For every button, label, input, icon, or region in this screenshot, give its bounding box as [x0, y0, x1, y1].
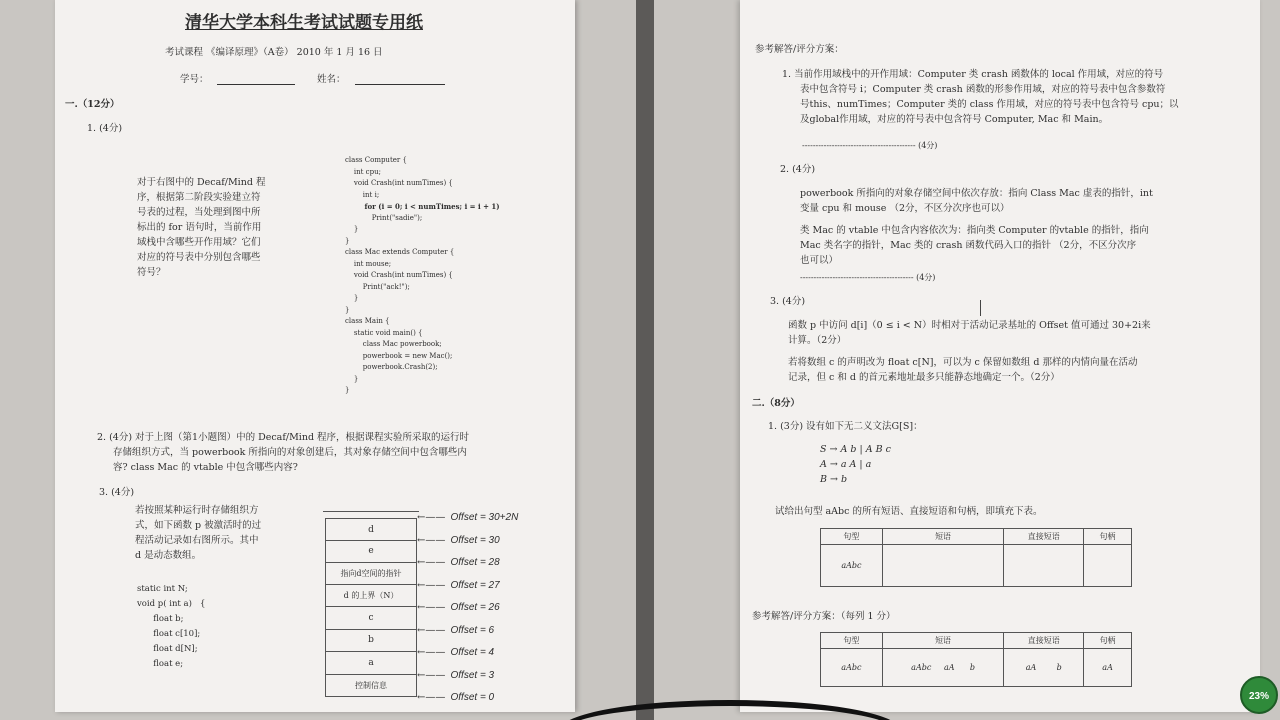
table-cell: [1004, 545, 1084, 587]
grammar-rule: B → b: [820, 474, 848, 485]
section-2-task: 试给出句型 aAbc 的所有短语、直接短语和句柄，即填充下表。: [775, 506, 1043, 517]
offset-row: [417, 595, 518, 618]
arrow-left-icon: ←——: [417, 579, 446, 591]
q3-text: [135, 503, 261, 563]
answer-2-score: ------------------------------------------ (4分): [800, 273, 936, 282]
q1-line: 对应的符号表中分别包含哪些: [137, 252, 261, 263]
table-header: 句型: [821, 633, 883, 649]
q1-line: 标出的 for 语句时，当前作用: [137, 222, 262, 233]
answer-line: 号this、numTimes；Computer 类的 class 作用域，对应的符号表中包含符号 cpu；以: [800, 99, 1179, 110]
q3-label: 3. (4分): [99, 487, 135, 498]
section-1-title: 一.（12分）: [65, 99, 120, 110]
code-line: float e;: [137, 659, 184, 669]
offset-label: Offset = 30+2N: [450, 512, 519, 523]
offset-row: [417, 528, 518, 551]
stack-cell: c: [325, 607, 417, 630]
page-gap-divider: [636, 0, 654, 720]
progress-badge[interactable]: 23%: [1240, 676, 1278, 714]
code-line: void p( int a) {: [137, 599, 206, 609]
offset-label: Offset = 27: [450, 579, 500, 591]
offset-row: [417, 640, 518, 663]
offset-row: [417, 618, 518, 641]
answer-line: 表中包含符号 i；Computer 类 crash 函数的形参作用域，对应的符号表中包含参数符: [800, 84, 1166, 95]
table-header: 句型: [821, 529, 883, 545]
table-cell: aA b: [1004, 649, 1084, 687]
arrow-left-icon: ←——: [417, 602, 446, 613]
answer-line: 记录，但 c 和 d 的首元素地址最多只能静态地确定一个。（2分）: [788, 372, 1060, 383]
reference-title: 参考解答/评分方案：: [755, 44, 844, 55]
answer-1: [782, 67, 1179, 127]
answer-line: 也可以）: [800, 255, 839, 266]
exam-page-right: [740, 0, 1260, 712]
stack-cell: 指向d空间的指针: [325, 563, 417, 585]
offset-labels: [417, 505, 518, 708]
q1-line: 号表的过程，当处理到图中所: [137, 207, 261, 218]
answer-1-score: ------------------------------------------ (4分): [802, 141, 938, 150]
section-2-title: 二.（8分）: [752, 398, 800, 409]
table-header: 句柄: [1084, 633, 1132, 649]
grammar-rule: A → a A | a: [820, 459, 872, 470]
code-line: powerbook = new Mac();: [345, 351, 453, 360]
table-cell: aA: [1084, 649, 1132, 687]
table-header-row: [821, 633, 1132, 649]
table-row: [821, 649, 1132, 687]
table-cell: aAbc aA b: [882, 649, 1004, 687]
answer-line: 类 Mac 的 vtable 中包含内容依次为：指向类 Computer 的vtable 的指针，指向: [800, 225, 1149, 236]
q2-text: [97, 430, 469, 475]
answer-line: 变量 cpu 和 mouse （2分，不区分次序也可以）: [800, 203, 1010, 214]
offset-label: Offset = 6: [450, 624, 495, 636]
q3-line: 式，如下函数 p 被激活时的过: [135, 520, 262, 531]
student-id-blank: [217, 84, 295, 85]
table-header-row: [821, 529, 1132, 545]
section-2-q1: 1. (3分) 设有如下无二义文法G[S]：: [768, 421, 923, 432]
code-line: int mouse;: [345, 259, 392, 268]
code-line: }: [345, 236, 350, 245]
stack-cell: 控制信息: [325, 675, 417, 697]
answer-table: [820, 632, 1132, 687]
table-cell: aAbc: [821, 649, 883, 687]
name-blank: [355, 84, 445, 85]
q3-line: 程活动记录如右图所示。其中: [135, 535, 259, 546]
offset-row: [417, 685, 518, 708]
offset-label: Offset = 26: [450, 602, 500, 613]
answer-2b: [800, 223, 1149, 268]
offset-label: Offset = 30: [450, 534, 500, 546]
code-line: int i;: [345, 190, 380, 199]
answer-2-label: 2. (4分): [780, 164, 816, 175]
grammar-rule: S → A b | A B c: [820, 444, 891, 455]
code-line: }: [345, 294, 359, 302]
answer-line: 及global作用域，对应的符号表中包含符号 Computer, Mac 和 Main。: [800, 114, 1109, 125]
student-id-label: 学号：: [180, 74, 209, 85]
text-cursor-icon: [980, 300, 982, 316]
activation-record-stack: [325, 518, 417, 697]
stack-top-line: [323, 511, 419, 512]
offset-row: [417, 573, 518, 596]
exam-header: 考试课程 《编译原理》（A卷） 2010 年 1 月 16 日: [165, 47, 383, 58]
q1-line: 对于右图中的 Decaf/Mind 程: [137, 177, 266, 188]
table-cell: [1084, 545, 1132, 587]
arrow-left-icon: ←——: [417, 692, 446, 703]
table-header: 直接短语: [1004, 529, 1084, 545]
q1-line: 符号？: [137, 267, 166, 278]
offset-row: [417, 550, 518, 573]
answer-line: 若将数组 c 的声明改为 float c[N]，可以为 c 保留如数组 d 那样的内情向量在活动: [788, 357, 1138, 368]
table-row: [821, 545, 1132, 587]
q1-line: 域栈中含哪些开作用域？它们: [137, 237, 261, 248]
stack-cell: d 的上界（N）: [325, 585, 417, 607]
table-header: 短语: [882, 633, 1004, 649]
answer-line: Mac 类名字的指针，Mac 类的 crash 函数代码入口的指针 （2分，不区分次序: [800, 240, 1137, 251]
code-line: Print("ack!");: [345, 282, 410, 291]
q1-text: [137, 175, 265, 280]
q1-label: 1. (4分): [87, 123, 123, 134]
answer-line: 计算。（2分）: [788, 335, 847, 346]
q3-code: [137, 582, 205, 672]
exam-page-left: [55, 0, 575, 712]
offset-label: Offset = 3: [450, 669, 495, 681]
code-line: class Mac extends Computer {: [345, 248, 455, 256]
arrow-left-icon: ←——: [417, 557, 446, 568]
answer-line: 函数 p 中访问 d[i]（0 ≤ i < N）时相对于活动记录基址的 Offset 值可通过 30+2i来: [788, 320, 1151, 331]
table-cell: [882, 545, 1003, 587]
arrow-left-icon: ←——: [417, 624, 446, 636]
code-line: }: [345, 386, 350, 394]
code-line: int cpu;: [345, 167, 381, 176]
q1-line: 序，根据第二阶段实验建立符: [137, 192, 261, 203]
table-cell: aAbc: [821, 545, 883, 587]
arrow-left-icon: ←——: [417, 647, 446, 658]
code-line: float c[10];: [137, 629, 201, 639]
answer-line: 1. 当前作用域栈中的开作用域：Computer 类 crash 函数体的 local 作用域，对应的符号: [782, 69, 1164, 80]
offset-label: Offset = 0: [450, 692, 495, 703]
q3-line: 若按照某种运行时存储组织方: [135, 505, 259, 516]
stack-cell: d: [325, 518, 417, 541]
offset-row: [417, 505, 518, 528]
fill-table: [820, 528, 1132, 587]
table-header: 句柄: [1084, 529, 1132, 545]
name-label: 姓名：: [317, 74, 346, 85]
code-line: static void main() {: [345, 328, 423, 337]
q1-code: [345, 155, 500, 397]
code-line: float b;: [137, 614, 184, 624]
q2-line: 存储组织方式，当 powerbook 所指向的对象创建后，其对象存储空间中包含哪些内: [113, 447, 467, 458]
code-line: }: [345, 225, 359, 233]
code-line: static int N;: [137, 584, 188, 594]
code-line: class Mac powerbook;: [345, 340, 442, 348]
exam-title: 清华大学本科生考试试题专用纸: [185, 13, 423, 33]
stack-cell: e: [325, 541, 417, 563]
stack-cell: b: [325, 630, 417, 652]
code-line: class Computer {: [345, 156, 407, 164]
code-line: }: [345, 305, 350, 314]
code-line: void Crash(int numTimes) {: [345, 179, 453, 187]
reference-2-title: 参考解答/评分方案：（每列 1 分）: [752, 611, 896, 622]
answer-line: powerbook 所指向的对象存储空间中依次存放：指向 Class Mac 虚表的指针，int: [800, 188, 1153, 199]
code-line: void Crash(int numTimes) {: [345, 271, 453, 279]
answer-3-label: 3. (4分): [770, 296, 806, 307]
stack-cell: a: [325, 652, 417, 675]
offset-label: Offset = 28: [450, 557, 500, 568]
grammar: [820, 442, 891, 487]
q2-line: 2. (4分) 对于上图（第1小题图）中的 Decaf/Mind 程序，根据课程实验所采取的运行时: [97, 432, 470, 443]
answer-3: [788, 318, 1151, 348]
arrow-left-icon: ←——: [417, 669, 446, 681]
q3-line: d 是动态数组。: [135, 550, 202, 561]
code-line: powerbook.Crash(2);: [345, 363, 438, 371]
table-header: 短语: [882, 529, 1003, 545]
table-header: 直接短语: [1004, 633, 1084, 649]
code-line: }: [345, 374, 359, 383]
answer-2: [800, 186, 1153, 216]
code-line-highlight: for (i = 0; i < numTimes; i = i + 1): [345, 202, 500, 211]
code-line: float d[N];: [137, 644, 198, 654]
q2-line: 容? class Mac 的 vtable 中包含哪些内容?: [113, 462, 298, 473]
offset-label: Offset = 4: [450, 647, 495, 658]
arrow-left-icon: ←——: [417, 512, 446, 523]
offset-row: [417, 663, 518, 686]
arrow-left-icon: ←——: [417, 534, 446, 546]
code-line: class Main {: [345, 317, 390, 325]
code-line: Print("sadie");: [345, 213, 423, 222]
answer-3b: [788, 355, 1137, 385]
